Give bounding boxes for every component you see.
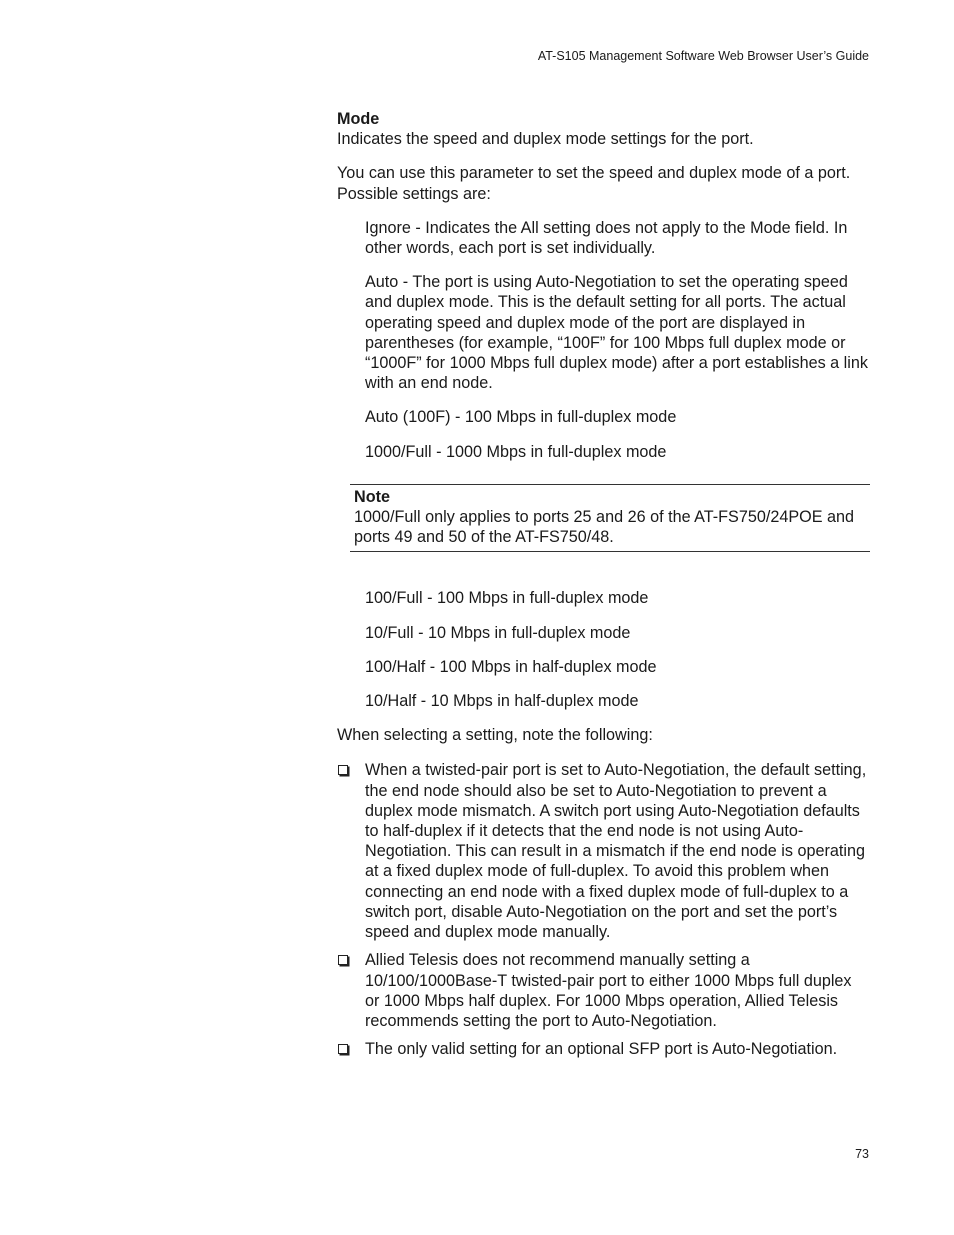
list-item-text: Allied Telesis does not recommend manually setting a 10/100/1000Base-T twisted-pair port to either 1000 Mbps full duplex or 1000 Mbps half duplex. For 1000 Mbps operation, Allied Telesis recommends setting the port to Auto-Negotiation. — [365, 951, 852, 1030]
note-box — [350, 484, 870, 553]
setting-item: Auto - The port is using Auto-Negotiation to set the operating speed and duplex mode. This is the default setting for all ports. The actual operating speed and duplex mode of the port are displayed in parentheses (for example, “100F” for 100 Mbps full duplex mode or “1000F” for 1000 Mbps full duplex mode) after a port establishes a link with an end node. — [365, 273, 868, 393]
page-number: 73 — [855, 1147, 869, 1161]
checkbox-bullet-icon — [338, 1044, 348, 1054]
selection-intro: When selecting a setting, note the following: — [337, 726, 653, 745]
notes-list — [337, 760, 870, 1059]
running-header: AT-S105 Management Software Web Browser User’s Guide — [537, 49, 869, 63]
usage-paragraph: You can use this parameter to set the speed and duplex mode of a port. Possible settings are: — [337, 164, 851, 203]
main-content — [337, 109, 870, 1067]
setting-item: 1000/Full - 1000 Mbps in full-duplex mode — [365, 442, 667, 461]
list-item-text: The only valid setting for an optional SFP port is Auto-Negotiation. — [365, 1040, 838, 1059]
checkbox-bullet-icon — [338, 955, 348, 965]
note-text: 1000/Full only applies to ports 25 and 26 of the AT-FS750/24POE and ports 49 and 50 of the AT-FS750/48. — [354, 508, 855, 547]
setting-item: 10/Full - 10 Mbps in full-duplex mode — [365, 623, 631, 642]
section-heading: Mode — [337, 110, 380, 128]
setting-item: 100/Full - 100 Mbps in full-duplex mode — [365, 589, 649, 608]
setting-item: 100/Half - 100 Mbps in half-duplex mode — [365, 657, 657, 676]
intro-paragraph: Indicates the speed and duplex mode settings for the port. — [337, 130, 754, 149]
note-title: Note — [354, 487, 390, 506]
list-item — [337, 1039, 870, 1059]
setting-item: Ignore - Indicates the All setting does not apply to the Mode field. In other words, each port is set individually. — [365, 218, 848, 258]
list-item — [337, 760, 870, 942]
checkbox-bullet-icon — [338, 765, 348, 775]
setting-item: 10/Half - 10 Mbps in half-duplex mode — [365, 692, 639, 711]
list-item — [337, 950, 870, 1031]
setting-item: Auto (100F) - 100 Mbps in full-duplex mode — [365, 408, 677, 427]
list-item-text: When a twisted-pair port is set to Auto-Negotiation, the default setting, the end node should also be set to Auto-Negotiation to prevent a duplex mode mismatch. A switch port using Auto-Negotiation defaults to half-duplex if it detects that the end node is not using Auto-Negotiation. This can result in a mismatch if the end node is operating at a fixed duplex mode of full-duplex. To avoid this problem when connecting an end node with a fixed duplex mode of full-duplex to a switch port, disable Auto-Negotiation on the port and set the port’s speed and duplex mode manually. — [365, 761, 867, 942]
